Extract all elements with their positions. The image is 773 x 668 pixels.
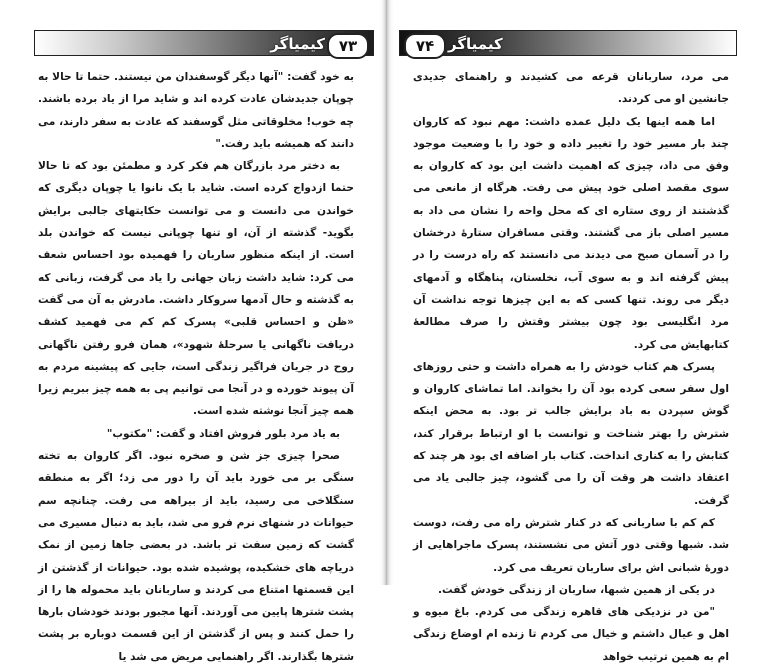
paragraph: به دختر مرد بازرگان هم فکر کرد و مطمئن بود که تا حالا حتما ازدواج کرده است. شاید با یک نانوا یا چوپان دیگری که خواندن می دانست و می توانست حکایتهای جالبی برایش بگوید- گذشته از آن، او تنها چوپانی نیست که خواندن بلد است. از اینکه منظور ساربان را فهمیده بود احساس شعف می کرد: شاید داشت زبان جهانی را یاد می گرفت، زبانی که به گذشته و حال آدمها سروکار داشت. مادرش به آن می گفت «ظن و احساس قلبی» پسرک کم کم می فهمید کشف دریافت ناگهانی یا سرحلهٔ شهود»، همان فرو رفتن ناگهانی روح در جریان فراگیر زندگی است، جایی که پیشینه مردم به آن پیوند خورده و در آنجا می توانیم پی به همه چیز ببریم زیرا همه چیز آنجا نوشته شده است. [38,160,354,418]
paragraph: می مرد، ساربانان قرعه می کشیدند و راهنمای جدیدی جانشین او می کردند. [413,71,729,106]
right-page [387,0,773,663]
paragraph: کم کم با ساربانی که در کنار شترش راه می رفت، دوست شد. شبها وقتی دور آتش می نشستند، پسرک ماجراهایی از دورهٔ شبانی اش برای ساربان تعریف می کرد. [413,516,729,574]
page-header [399,30,737,56]
book-title: کیمیاگر [448,35,503,53]
page-body [413,66,729,663]
paragraph: اما همه اینها یک دلیل عمده داشت: مهم نبود که کاروان چند بار مسیر خود را تغییر داده و خود را با وضعیت موجود وفق می داد، چیزی که اهمیت داشت این بود که کاروان به سوی مقصد اصلی خود پیش می رفت. هرگاه از مانعی می گذشتند از روی ستاره ای که محل واحه را نشان می داد به مسیر اصلی باز می گشتند. وقتی مسافران ستارهٔ درخشان را در آسمان صبح می دیدند می دانستند که راه درست را در پیش گرفته اند و به سوی آب، نخلستان، پناهگاه و آدمهای دیگر می روند. تنها کسی که به این چیزها توجه نداشت آن مرد انگلیسی بود چون بیشتر وقتش را صرف مطالعهٔ کتابهایش می کرد. [413,115,729,351]
page-header [34,30,374,56]
page-body [38,66,354,663]
book-title: کیمیاگر [270,35,325,53]
paragraph: به یاد مرد بلور فروش افتاد و گفت: "مکتوب" [106,427,340,440]
paragraph: پسرک هم کتاب خودش را به همراه داشت و حتی روزهای اول سفر سعی کرده بود آن را بخواند. اما تماشای کاروان و گوش سپردن به باد برایش جالب تر بود. به محض اینکه شترش را بهتر شناخت و توانست با او ارتباط برقرار کند، کتابش را به کناری انداخت. کتاب بار اضافه ای بود هر چند که اعتقاد داشت هر وقت آن را می گشود، چیز جالبی یاد می گرفت. [413,360,729,507]
paragraph: در یکی از همین شبها، ساربان از زندگی خودش گفت. [437,583,715,596]
page-number: ۷۳ [327,33,369,59]
left-page [0,0,387,663]
page-number: ۷۴ [404,33,446,59]
paragraph: صحرا چیزی جز شن و صخره نبود. اگر کاروان به تخته سنگی بر می خورد باید آن را دور می زد؛ اگر به منطقه سنگلاخی می رسید، باید از بیراهه می رفت. چنانچه سم حیوانات در شنهای نرم فرو می شد، باید به دنبال مسیری می گشت که زمین سفت تر باشد. در بعضی جاها زمین از نمک دریاچه های خشکیده، پوشیده شده بود. حیوانات از گذشتن از این قسمتها امتناع می کردند و ساربانان باید محموله ها را از پشت شترها پایین می آوردند. آنها مجبور بودند خودشان بارها را حمل کنند و پس از گذشتن از این قسمت دوباره بر پشت شترها بگذارند. اگر راهنمایی مریض می شد یا [38,450,354,663]
paragraph: "من در نزدیکی های قاهره زندگی می کردم. باغ میوه و اهل و عیال داشتم و خیال می کردم تا زنده ام اوضاع زندگی ام به همین ترتیب خواهد [413,606,729,663]
paragraph: به خود گفت: "آنها دیگر گوسفندان من نیستند. حتما تا حالا به چوپان جدیدشان عادت کرده اند و شاید مرا از یاد برده باشند. چه خوب! مخلوقاتی مثل گوسفند که عادت به سفر دارند، می دانند که همیشه باید رفت." [38,71,354,150]
